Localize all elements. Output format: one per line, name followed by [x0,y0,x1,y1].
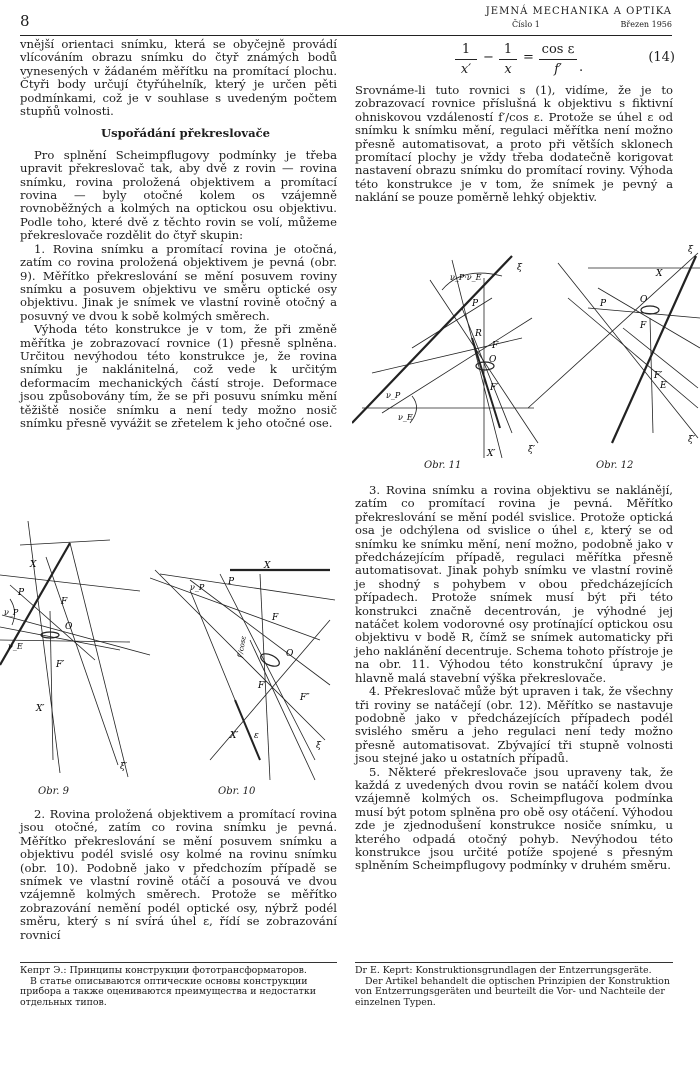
fig9-label-vp: ν_P [4,608,19,617]
fig10-caption: Obr. 10 [218,786,256,797]
fig11-label-vp: ν_P [386,391,401,400]
left-paragraph-2: Pro splnění Scheimpflugovy podmínky je třeba upravit překreslovač tak, aby dvě z rovin — rovina snímku, rovina proložená objektivem a promítací rovina — byly otočné kolem os vzájemně rovnoběžných a kolmých na optickou osu objektivu. Podle toho, které dvě z těchto rovin se volí, můžeme překreslovače rozdělit do čtyř skupin: [20,147,337,243]
fig10-label-x: X [264,561,271,571]
issue-date: Březen 1956 [620,20,672,29]
fig12-label-xip: ξ′ [688,435,696,445]
formula-equals: = [523,50,534,65]
figure-11 [352,248,542,468]
fig12-label-f: F [640,321,647,331]
formula-bar2 [499,59,517,60]
page-number: 8 [20,12,30,30]
left-paragraph-4: Výhoda této konstrukce je v tom, že při změně měřítka je zobrazovací rovnice (1) přesně splněna. Určitou nevýhodou této konstrukce je, že rovina snímku je naklánitelná, což vede k určitým deformacím mechanických částí stroje. Deformace jsou způsobovány tím, že se při posuvu snímku mění těžiště nosiče snímku a není tedy možno nosič snímku přesně vyvážit se zřetelem k jeho otočné ose. [20,322,337,430]
abstract-ru-body: В статье описываются оптические основы конструкции прибора а также оцениваются преимущества и недостатки отдельных типов. [20,975,316,1008]
abstract-de-body: Der Artikel behandelt die optischen Prinzipien der Konstruktion von Entzerrungsgeräten und beurteilt die Vor- und Nachteile der einzelnen Typen. [355,975,670,1008]
left-column-top [20,38,337,430]
fig9-caption: Obr. 9 [38,786,70,797]
fig11-label-xip: ξ′ [528,445,536,455]
fig11-label-r: R [475,329,482,339]
right-paragraph-4: 5. Některé překreslovače jsou upraveny tak, že každá z uvedených dvou rovin se natáčí kolem dvou vzájemně kolmých os. Scheimpflugova podmínka musí být potom splněna pro obě osy otáčení. Výhodou zde je zjednodušení konstrukce nosiče snímku, u kterého odpadá otočný pohyb. Nevýhodou této konstrukce jsou určité potíže spojené s přesným splněním Scheimpflugovy podmínky v druhém směru. [355,764,673,873]
fig9-label-xip: ξ′ [120,762,128,772]
fig11-label-o: O [489,355,497,365]
formula-period: . [579,60,584,75]
fig11-label-p: P [472,299,479,309]
fig12-label-o: O [640,295,648,305]
right-paragraph-3: 4. Překreslovač může být upraven i tak, že všechny tři roviny se natáčejí (obr. 12). Měřítko se nastavuje podobně jako v předcházejících případech podél svislého směru a jeho regulaci není tedy možno přesně automatisovat. Zbývající tři stupně volnosti jsou stejné jako u ostatních případů. [355,684,673,766]
figure-9 [0,515,160,783]
fig9-label-xp: X′ [36,704,45,714]
fig10-label-fp: F′ [258,681,267,691]
header-rule [20,35,672,36]
right-paragraph-2: 3. Rovina snímku a rovina objektivu se naklánějí, zatím co promítací rovina je pevná. Měřítko překreslování se mění podél svislice. Protože optická osa je odchýlena od svislice o úhel ε, který se od snímku ke snímku mění, není možno, podobně jako v předcházejícím případě, regulaci měřítka přesně automatisovat. Jinak pohyb snímku ve vlastní rovině je shodný s pohybem v obou předcházejících případech. Protože snímek musí být při této konstrukci značně decentrován, je výhodné jej natáčet kolem vodorovné osy protínající optickou osu objektivu v bodě R, čímž se snímek automaticky při jeho naklánění decentruje. Schema tohoto přístroje je na obr. 11. Výhodou této konstrukční úpravy je hlavně malá stavební výška překreslovače. [355,483,673,685]
abstract-russian [20,966,337,1008]
abstract-ru-title: Кепрт Э.: Принципы конструкции фототрансформаторов. [20,965,307,976]
abstract-rule-right [355,962,673,963]
journal-title: JEMNÁ MECHANIKA A OPTIKA [485,6,672,17]
fig12-label-xi: ξ [688,245,693,255]
fig9-label-p: P [18,588,25,598]
fig9-label-x: X [30,560,37,570]
fig10-label-fcos: f′/cosε [236,635,248,659]
fig11-label-xi: ξ [517,263,522,273]
left-paragraph-5: 2. Rovina proložená objektivem a promítací rovina jsou otočné, zatím co rovina snímku je pevná. Měřítko překreslování se mění posuvem snímku a objektivu podél svislé osy kolmé na rovinu snímku (obr. 10). Podobně jako v předchozím případě se snímek ve vlastní rovině otáčí a posouvá ve dvou vzájemně kolmých směrech. Protože se měřítko zobrazování nemění podél optické osy, nýbrž podél směru, který s ní svírá úhel ε, řídí se zobrazování rovnicí [20,807,337,942]
abstract-rule-left [20,962,337,963]
fig12-label-fp: F′ [654,371,663,381]
fig12-label-p: P [600,299,607,309]
abstract-de-title: Dr E. Keprt: Konstruktionsgrundlagen der Entzerrungsgeräte. [355,965,652,976]
formula-number: (14) [648,50,675,65]
formula-num3: cos ε [541,42,575,57]
formula-den3: f′ [554,62,562,77]
figure-12 [528,238,700,463]
fig11-caption: Obr. 11 [424,460,462,471]
issue-info [512,20,672,29]
fig10-label-vp: ν_P [190,583,205,592]
formula-den1: x′ [460,62,472,77]
formula-den2: x [504,62,512,77]
fig10-label-eps: ε [254,731,259,741]
left-paragraph-1: vnější orientaci snímku, která se obyčejně provádí vlícováním obrazu snímku do čtyř známých bodů vynesených v žádaném měřítku na promítací plochu. Čtyři body určují čtyřúhelník, který je určen pěti podmínkami, což je v souhlase s uvedeným počtem stupňů volnosti. [20,37,337,119]
fig9-label-o: O [65,622,73,632]
abstract-german [355,966,673,1008]
formula-num2: 1 [503,42,513,57]
issue-number: Číslo 1 [512,20,540,29]
right-column-bottom [355,484,673,873]
fig10-label-xi: ξ [316,741,321,751]
formula-14 [455,42,675,82]
formula-num1: 1 [461,42,471,57]
fig10-label-p: P [228,577,235,587]
formula-minus: − [483,50,494,65]
fig11-label-xp: X′ [487,449,496,459]
left-paragraph-3: 1. Rovina snímku a promítací rovina je otočná, zatím co rovina proložená objektivem je pevná (obr. 9). Měřítko překreslování se mění posuvem roviny snímku a posuvem objektivu ve směru optické osy objektivu. Jinak je snímek ve vlastní rovině otočný a posuvný ve dvou k sobě kolmých směrech. [20,241,337,323]
fig10-label-xp: X′ [230,731,239,741]
fig10-label-fpp: F″ [300,693,310,703]
right-paragraph-1: Srovnáme-li tuto rovnici s (1), vidíme, že je to zobrazovací rovnice příslušná k objektivu s fiktivní ohniskovou vzdáleností f′/cos ε. Protože se úhel ε od snímku k snímku mění, regulaci měřítka není možno přesně automatisovat, a proto při větších sklonech promítací plochy je vždy třeba dodatečně korigovat nastavení obrazu snímku do promítací roviny. Výhoda této konstrukce je v tom, že snímek je pevný a naklání se pouze poměrně lehký objektiv. [355,83,673,205]
fig12-label-x: X [656,269,663,279]
fig10-label-f: F [272,613,279,623]
section-heading: Uspořádání překreslovače [100,126,271,141]
fig9-label-fp: F′ [56,660,65,670]
figure-10 [150,560,340,785]
fig9-label-f: F [61,597,68,607]
fig10-label-o: O [286,649,294,659]
fig11-label-f: F [492,341,499,351]
fig11-label-ve: ν_E [398,413,413,422]
formula-bar3 [539,59,577,60]
fig9-label-ve: ν_E [8,642,23,651]
right-column-top [355,84,673,205]
fig12-caption: Obr. 12 [596,460,634,471]
fig12-label-e: E [660,381,667,391]
fig11-label-fp: F′ [490,383,499,393]
fig11-label-vpve: ν_P·ν_E [450,273,482,282]
left-column-bottom [20,808,337,942]
formula-bar1 [455,59,477,60]
